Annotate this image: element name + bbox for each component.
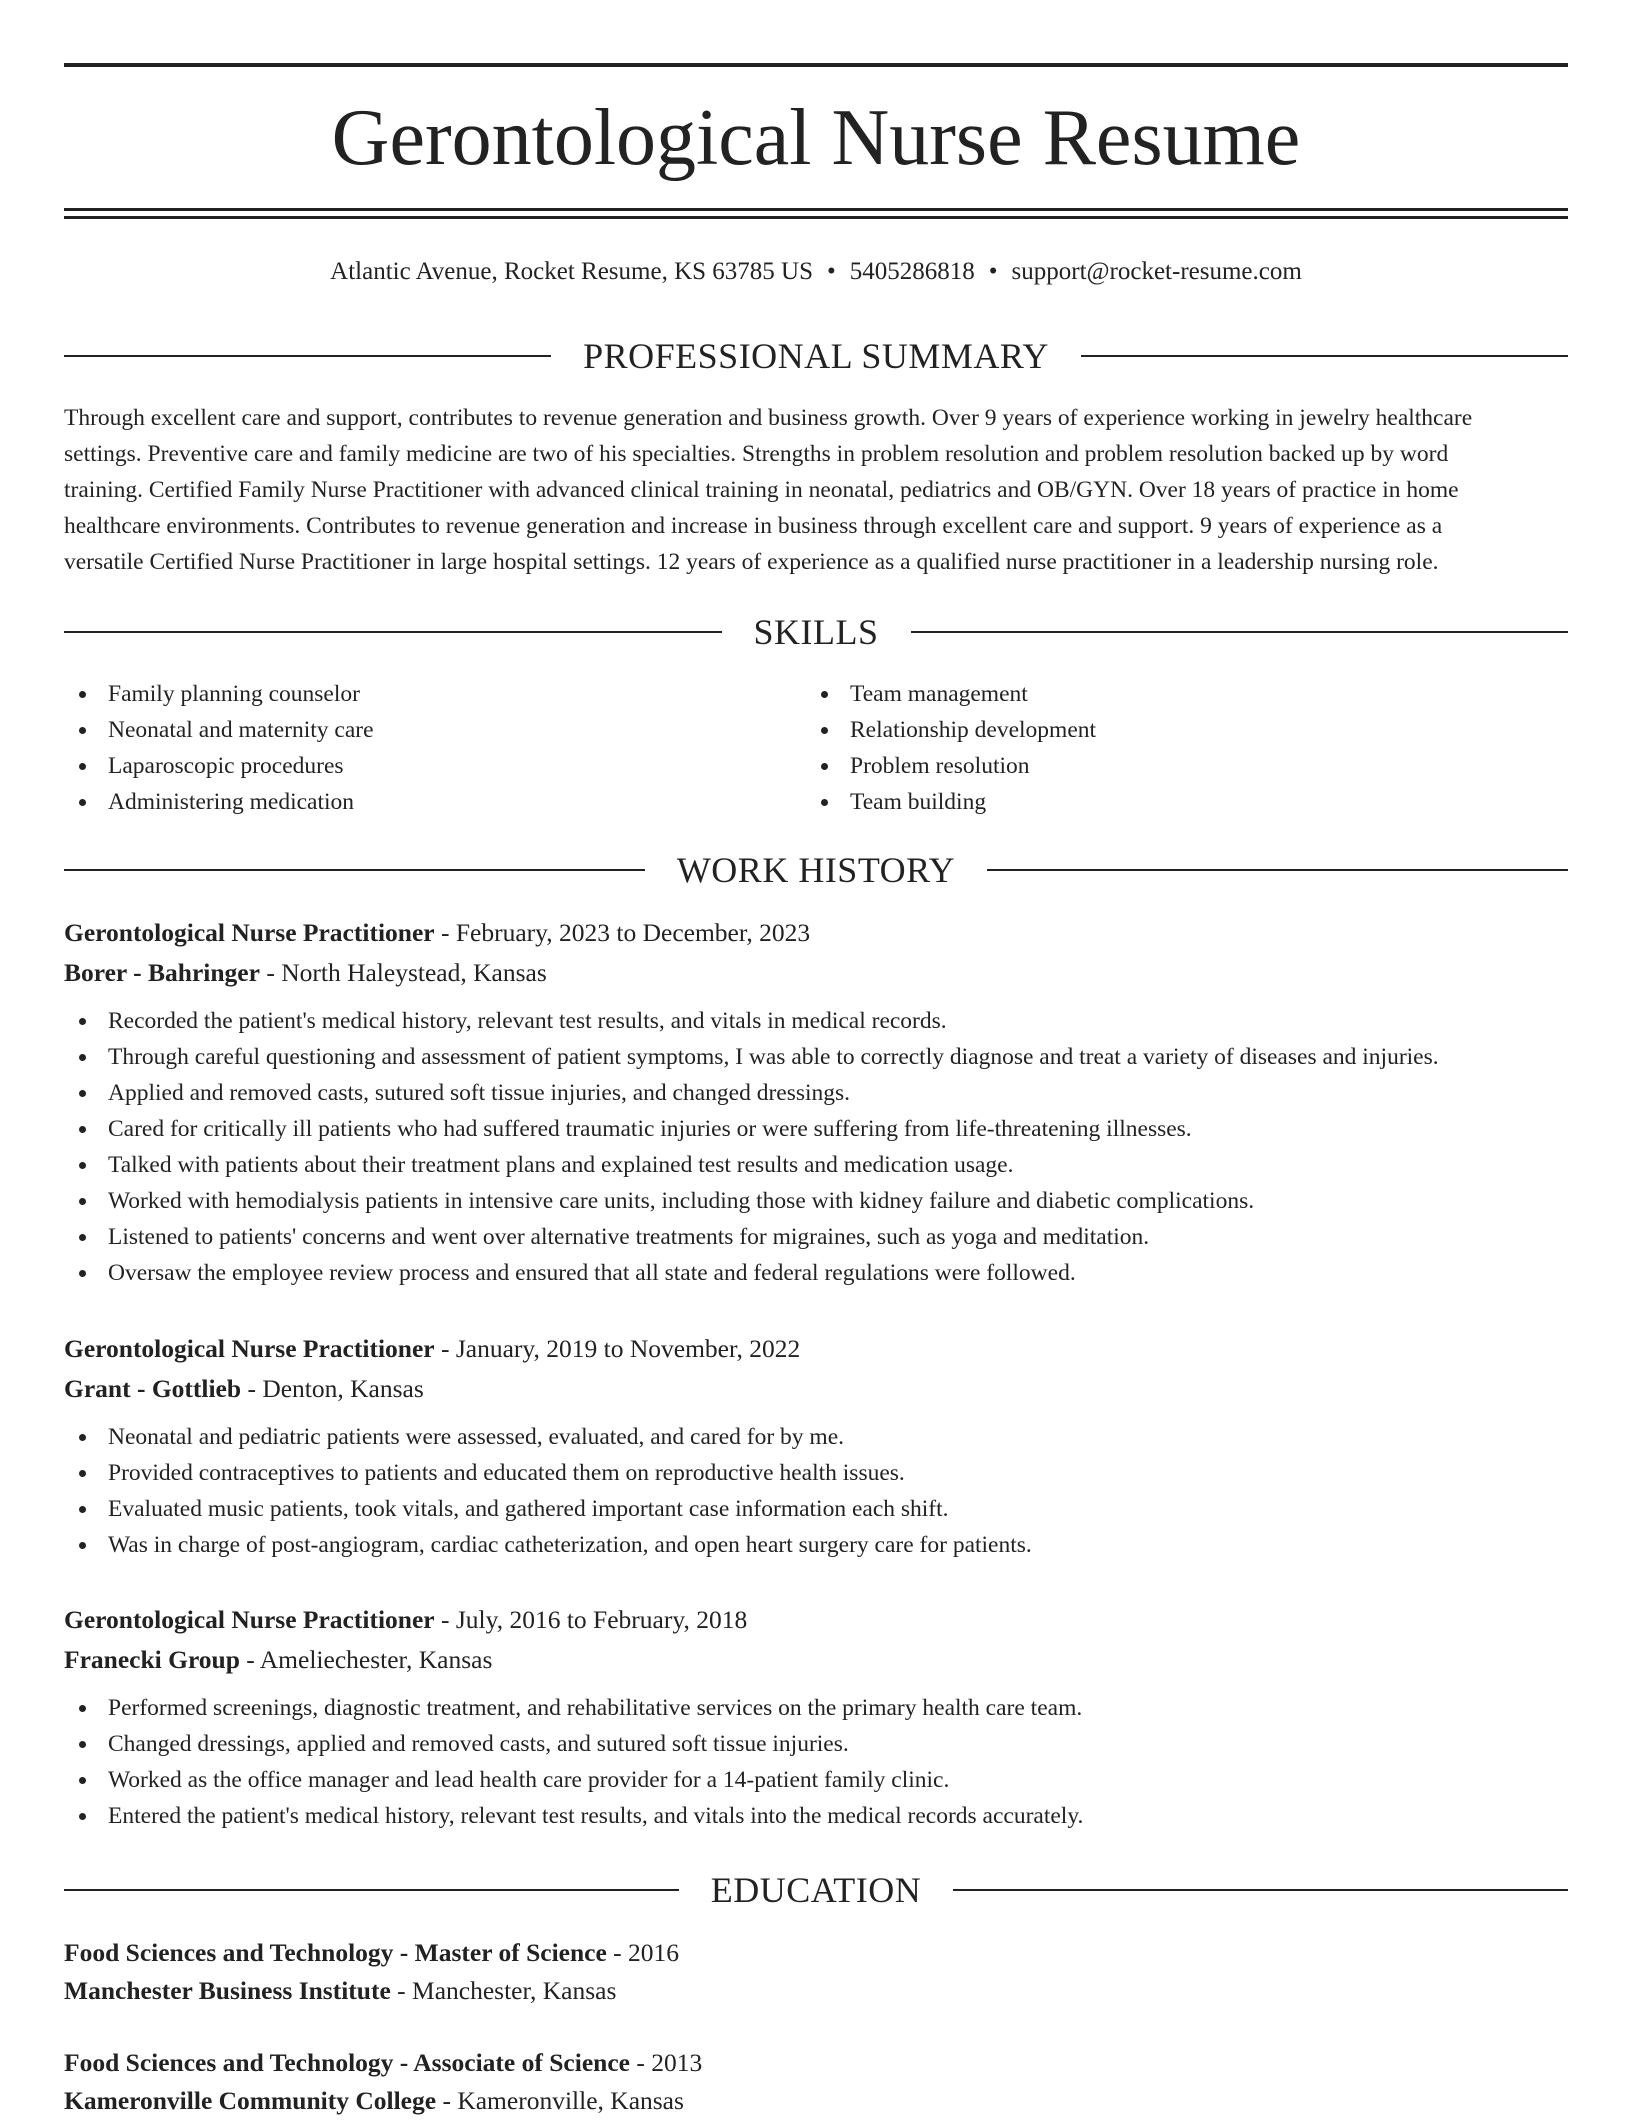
skill-item: Laparoscopic procedures <box>64 748 764 784</box>
bullet-icon <box>821 763 828 770</box>
section-rule <box>1081 355 1568 357</box>
skill-item: Family planning counselor <box>64 676 764 712</box>
summary-line: training. Certified Family Nurse Practitioner with advanced clinical training in neonatal, pediatrics and OB/GYN. Over 18 years of practice in home <box>64 477 1459 503</box>
bullet-icon <box>79 1270 86 1277</box>
job-company-line: Grant - Gottlieb - Denton, Kansas <box>64 1374 424 1403</box>
education-degree: Food Sciences and Technology - Master of Science <box>64 1938 607 1967</box>
contact-address: Atlantic Avenue, Rocket Resume, KS 63785 US <box>330 258 813 285</box>
job-bullet: Listened to patients' concerns and went over alternative treatments for migraines, such as yoga and meditation. <box>64 1219 1568 1255</box>
education-year: 2013 <box>651 2048 703 2077</box>
job-dates: January, 2019 to November, 2022 <box>455 1334 801 1363</box>
job-bullet: Changed dressings, applied and removed casts, and sutured soft tissue injuries. <box>64 1726 1568 1762</box>
bullet-icon <box>79 799 86 806</box>
job-company-line: Borer - Bahringer - North Haleystead, Kansas <box>64 958 547 987</box>
bullet-icon <box>79 1198 86 1205</box>
header-double-rule-lower <box>64 216 1568 219</box>
education-entry <box>64 1934 1568 2010</box>
job-entry <box>64 913 1568 1291</box>
contact-phone: 5405286818 <box>849 258 975 285</box>
bullet-icon <box>79 1018 86 1025</box>
section-title: EDUCATION <box>710 1870 922 1910</box>
job-company: Franecki Group <box>64 1645 240 1674</box>
education-degree: Food Sciences and Technology - Associate of Science <box>64 2048 630 2077</box>
job-title: Gerontological Nurse Practitioner <box>64 1334 435 1363</box>
bullet-icon <box>79 1234 86 1241</box>
skill-item: Problem resolution <box>806 748 1506 784</box>
bullet-icon <box>79 1741 86 1748</box>
education-school-line: Manchester Business Institute - Manchester, Kansas <box>64 1976 617 2005</box>
job-bullet: Performed screenings, diagnostic treatment, and rehabilitative services on the primary health care team. <box>64 1690 1568 1726</box>
header-top-rule <box>64 63 1568 67</box>
bullet-icon <box>79 1813 86 1820</box>
job-location: North Haleystead, Kansas <box>281 958 547 987</box>
bullet-icon <box>79 1162 86 1169</box>
job-bullets <box>64 1003 1568 1291</box>
section-rule <box>987 869 1568 871</box>
job-bullet: Through careful questioning and assessment of patient symptoms, I was able to correctly diagnose and treat a variety of diseases and injuries. <box>64 1039 1568 1075</box>
contact-line <box>64 254 1568 290</box>
contact-separator: • <box>988 258 998 285</box>
bullet-icon <box>79 1126 86 1133</box>
job-location: Denton, Kansas <box>262 1374 424 1403</box>
section-heading-summary <box>64 332 1568 380</box>
job-bullet: Recorded the patient's medical history, relevant test results, and vitals in medical records. <box>64 1003 1568 1039</box>
section-heading-education <box>64 1866 1568 1914</box>
job-entry <box>64 1600 1568 1834</box>
section-rule <box>64 355 551 357</box>
bullet-icon <box>79 1705 86 1712</box>
section-rule <box>64 1889 679 1891</box>
bullet-icon <box>821 799 828 806</box>
job-dates: February, 2023 to December, 2023 <box>455 918 811 947</box>
bullet-icon <box>821 727 828 734</box>
job-bullet: Talked with patients about their treatment plans and explained test results and medication usage. <box>64 1147 1568 1183</box>
skills-column-right <box>806 676 1506 820</box>
header-double-rule-upper <box>64 208 1568 211</box>
job-company-line: Franecki Group - Ameliechester, Kansas <box>64 1645 493 1674</box>
education-entry <box>64 2044 1568 2120</box>
bullet-icon <box>79 1506 86 1513</box>
job-bullet: Entered the patient's medical history, relevant test results, and vitals into the medical records accurately. <box>64 1798 1568 1834</box>
job-entry <box>64 1329 1568 1563</box>
job-title-line: Gerontological Nurse Practitioner - February, 2023 to December, 2023 <box>64 918 811 947</box>
job-dates: July, 2016 to February, 2018 <box>455 1605 748 1634</box>
section-rule <box>953 1889 1568 1891</box>
bullet-icon <box>821 691 828 698</box>
summary-line: Through excellent care and support, contributes to revenue generation and business growth. Over 9 years of experience working in jewelry healthcare <box>64 405 1473 431</box>
education-school: Kameronville Community College <box>64 2086 437 2115</box>
job-location: Ameliechester, Kansas <box>259 1645 493 1674</box>
section-heading-work <box>64 846 1568 894</box>
section-title: SKILLS <box>753 612 879 652</box>
skill-item: Administering medication <box>64 784 764 820</box>
job-company: Borer - Bahringer <box>64 958 260 987</box>
section-title: PROFESSIONAL SUMMARY <box>583 336 1049 376</box>
job-bullet: Neonatal and pediatric patients were assessed, evaluated, and cared for by me. <box>64 1419 1568 1455</box>
job-title-line: Gerontological Nurse Practitioner - July, 2016 to February, 2018 <box>64 1605 748 1634</box>
education-school-line: Kameronville Community College - Kameronville, Kansas <box>64 2086 684 2115</box>
section-rule <box>64 631 722 633</box>
job-bullet: Was in charge of post-angiogram, cardiac catheterization, and open heart surgery care for patients. <box>64 1527 1568 1563</box>
bullet-icon <box>79 763 86 770</box>
summary-paragraph <box>64 400 1568 580</box>
skills-column-left <box>64 676 764 820</box>
job-bullets <box>64 1419 1568 1563</box>
bullet-icon <box>79 1777 86 1784</box>
summary-line: settings. Preventive care and family medicine are two of his specialties. Strengths in problem resolution and problem resolution backed up by word <box>64 441 1449 467</box>
section-title: WORK HISTORY <box>676 850 956 890</box>
education-school: Manchester Business Institute <box>64 1976 391 2005</box>
skill-item: Neonatal and maternity care <box>64 712 764 748</box>
job-bullet: Provided contraceptives to patients and educated them on reproductive health issues. <box>64 1455 1568 1491</box>
summary-line: healthcare environments. Contributes to revenue generation and increase in business through excellent care and support. 9 years of experience as a <box>64 513 1443 539</box>
bullet-icon <box>79 1090 86 1097</box>
skill-item: Team building <box>806 784 1506 820</box>
education-degree-line: Food Sciences and Technology - Master of Science - 2016 <box>64 1938 680 1967</box>
bullet-icon <box>79 691 86 698</box>
job-bullet: Oversaw the employee review process and ensured that all state and federal regulations were followed. <box>64 1255 1568 1291</box>
bullet-icon <box>79 1434 86 1441</box>
section-heading-skills <box>64 608 1568 656</box>
skill-item: Team management <box>806 676 1506 712</box>
bullet-icon <box>79 727 86 734</box>
education-location: Kameronville, Kansas <box>457 2086 684 2115</box>
education-degree-line: Food Sciences and Technology - Associate of Science - 2013 <box>64 2048 703 2077</box>
bullet-icon <box>79 1542 86 1549</box>
job-title-line: Gerontological Nurse Practitioner - January, 2019 to November, 2022 <box>64 1334 801 1363</box>
bullet-icon <box>79 1054 86 1061</box>
job-bullet: Applied and removed casts, sutured soft tissue injuries, and changed dressings. <box>64 1075 1568 1111</box>
job-company: Grant - Gottlieb <box>64 1374 242 1403</box>
skill-item: Relationship development <box>806 712 1506 748</box>
job-bullets <box>64 1690 1568 1834</box>
page-title: Gerontological Nurse Resume <box>331 94 1301 182</box>
job-bullet: Worked as the office manager and lead health care provider for a 14-patient family clinic. <box>64 1762 1568 1798</box>
job-title: Gerontological Nurse Practitioner <box>64 1605 435 1634</box>
education-location: Manchester, Kansas <box>412 1976 617 2005</box>
bullet-icon <box>79 1470 86 1477</box>
summary-line: versatile Certified Nurse Practitioner in large hospital settings. 12 years of experience as a qualified nurse practitioner in a leadership nursing role. <box>64 549 1439 575</box>
section-rule <box>64 869 645 871</box>
education-year: 2016 <box>628 1938 680 1967</box>
section-rule <box>911 631 1569 633</box>
job-bullet: Evaluated music patients, took vitals, and gathered important case information each shift. <box>64 1491 1568 1527</box>
job-title: Gerontological Nurse Practitioner <box>64 918 435 947</box>
contact-separator: • <box>826 258 836 285</box>
job-bullet: Cared for critically ill patients who had suffered traumatic injuries or were suffering from life-threatening illnesses. <box>64 1111 1568 1147</box>
contact-email[interactable]: support@rocket-resume.com <box>1011 258 1302 285</box>
job-bullet: Worked with hemodialysis patients in intensive care units, including those with kidney failure and diabetic complications. <box>64 1183 1568 1219</box>
